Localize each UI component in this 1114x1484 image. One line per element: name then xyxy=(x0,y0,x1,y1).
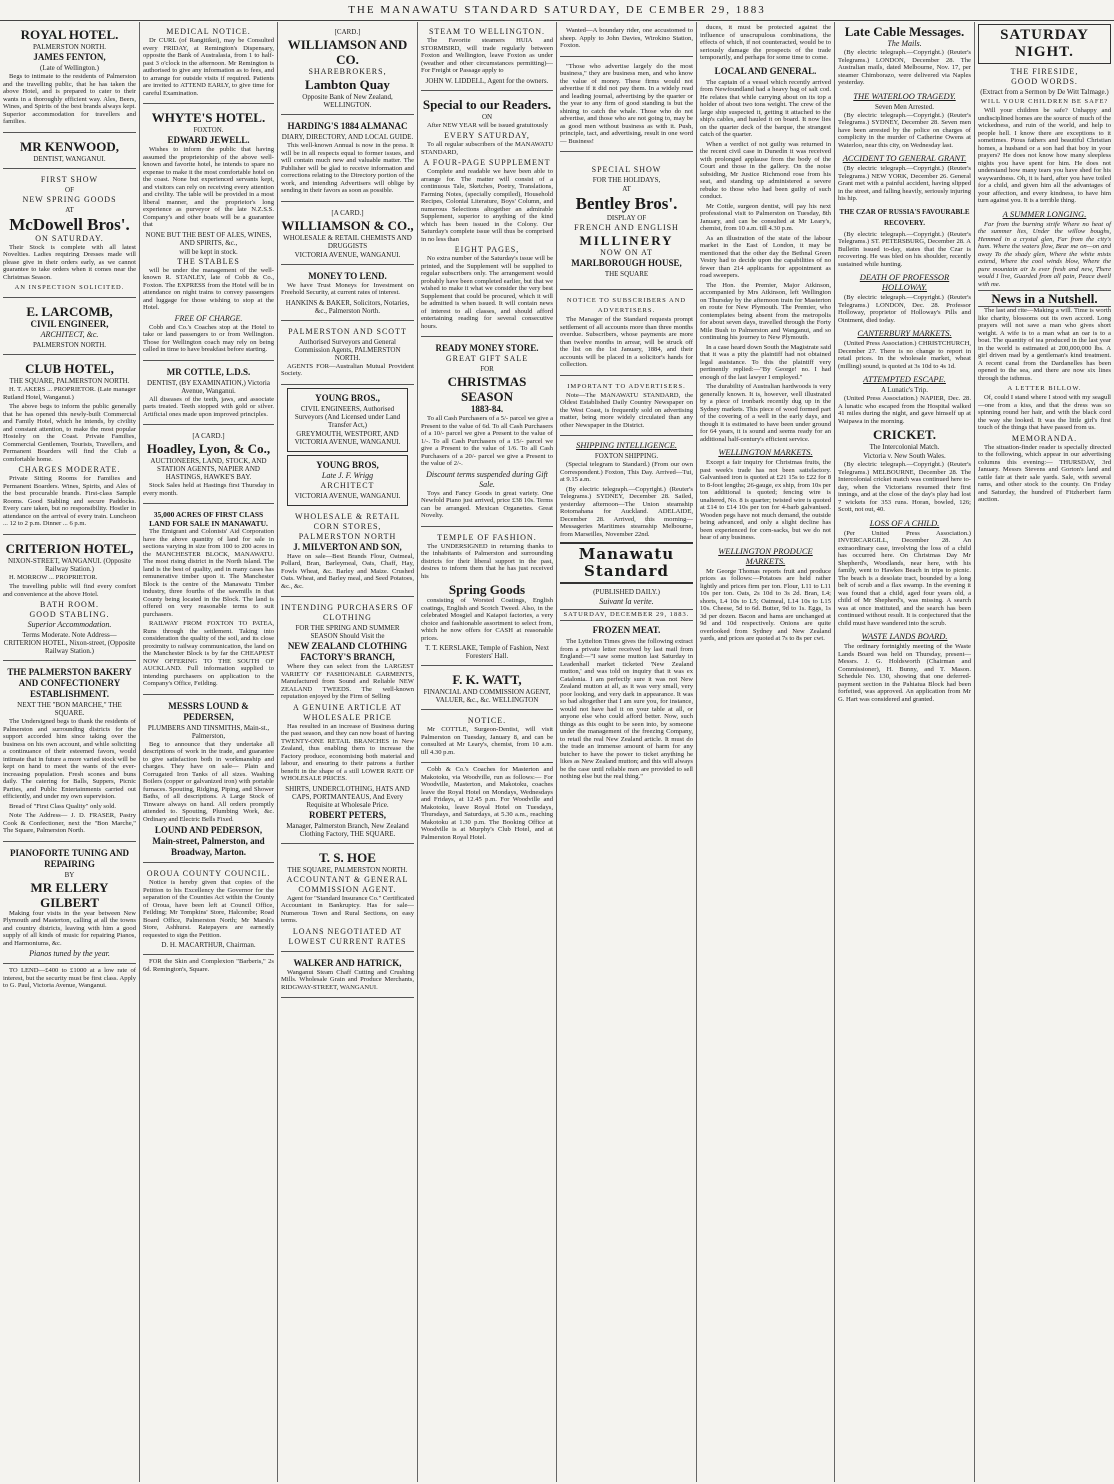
money-to-lend-ad xyxy=(281,268,414,321)
young-bros-engineers-ad xyxy=(287,388,408,452)
section-heading: FROZEN MEAT. xyxy=(592,625,661,635)
section-subheading: FOXTON SHIPPING. xyxy=(594,452,659,460)
ad-name: ROBERT PETERS, xyxy=(308,809,387,820)
ad-subtitle: NEXT THE "BON MARCHE," THE SQUARE. xyxy=(17,701,122,717)
column-4 xyxy=(418,24,556,1480)
ad-line: NOW ON AT xyxy=(600,248,653,257)
ad-card: [CARD.] xyxy=(334,28,361,36)
ad-subtitle: Terms Moderate. Note Address— CRITERION HOTEL, Nixon-street, (Opposite Railway Station.) xyxy=(3,631,136,655)
ad-body: The travelling public will find every comfort and convenience at the above Hotel. xyxy=(3,583,136,598)
column-5 xyxy=(557,24,696,1480)
ad-line: ON xyxy=(481,112,493,121)
ad-subtitle: FOR THE SPRING AND SUMMER SEASON Should Visit the xyxy=(295,624,400,640)
ad-title: WILLIAMSON & CO., xyxy=(281,217,414,233)
ad-title: MR COTTLE, L.D.S. xyxy=(166,366,251,377)
news-body: (By electric telegraph.—Copyright.) (Reuter's Telegrams.) SYDNEY, December 28. Sailed, yesterday afternoon—The Union steamship Rotomahana for Auckland. ADELAIDE, December 28. Arrived, this morning—Messageries Maritimes steamship Melbourne, from Marseilles, November 22nd. xyxy=(560,485,693,538)
ad-body: Stock Sales held at Hastings first Thursday in every month. xyxy=(143,482,274,497)
news-body: (By electric telegraph.—Copyright.) (Reuter's Telegrams.) MELBOURNE, December 28. The Intercolonial cricket match was continued here to-day, when the Victorians resumed their first innings, and at the close of the day's play had lost 7 wickets for 353 runs. Horan, bowled, 126; Scott, not out, 40. xyxy=(838,461,971,513)
ad-title: MEDICAL NOTICE. xyxy=(166,27,251,36)
ad-line: FOR THE HOLIDAYS, xyxy=(592,176,661,184)
ad-title: IMPORTANT TO ADVERTISERS. xyxy=(567,382,686,390)
ad-subtitle: Late J. F. Wrigg xyxy=(321,470,374,480)
lound-pedersen-ad xyxy=(143,698,274,864)
ad-title: NOTICE TO SUBSCRIBERS AND ADVERTISERS. xyxy=(566,297,687,314)
ad-name: J. MILVERTON AND SON, xyxy=(293,541,402,552)
bakery-ad xyxy=(3,664,136,842)
ad-subtitle: GREAT GIFT SALE xyxy=(445,354,529,363)
section-heading: CRICKET. xyxy=(873,427,936,442)
ad-name: EDWARD JEWELL. xyxy=(167,135,250,145)
news-body: As an illustration of the state of the labour market in the East of London, it may be mentioned that the other day the Bethnal Green Vestry had to decide upon the capabilities of no fewer than 214 applicants for appointment as road sweepers. xyxy=(700,234,831,279)
ad-line: FIRST SHOW xyxy=(40,174,99,184)
section-heading: WASTE LANDS BOARD. xyxy=(861,631,948,641)
ad-body: Private Sitting Rooms for Families and Permanent Boarders. Wines, Spirits, and Ales of the best procurable brands. First-class Sample Rooms. Good Stabling and secure Paddocks. Every care taken, but no responsibility. Hostler in attendance on the arrival of every train. Luncheon ... 12 to 2 p.m. Dinner ... 6 p.m. xyxy=(3,475,136,527)
temple-fashion-ad xyxy=(421,530,553,667)
ad-title: YOUNG BROS., xyxy=(315,392,380,403)
news-body: (By electric telegraph.—Copyright.) (Reuter's Telegrams.) ST. PETERSBURG, December 28. A Bulletin issued to-day, states that the Czar is recovering. He was bled on his shoulder, recently sustained while hunting. xyxy=(838,230,971,268)
manchester-block-ad xyxy=(143,507,274,695)
ad-title: READY MONEY STORE. xyxy=(435,343,539,353)
ad-line: BY xyxy=(64,870,75,879)
section-heading: THE CZAR OF RUSSIA'S FAVOURABLE RECOVERY. xyxy=(839,207,970,227)
news-body: (United Press Association.) NAPIER, Dec. 28. A lunatic who escaped from the Hospital walked 41 miles during the night, and gave himself up at Waipawa in the morning. xyxy=(838,395,971,425)
news-body: The Hon. the Premier, Major Atkinson, accompanied by Mrs Atkinson, left Wellington on Thursday by the afternoon train for Masterton en route for New Plymouth. The Premier, who contemplates being absent from the metropolis for about seven days, travelled through the Forty Mile Bush to Palmerston and Wanganui, and so continuing his journey to New Plymouth. xyxy=(700,281,831,341)
news-body: The Lyttelton Times gives the following extract from a private letter received by last mail from England:—"I saw some mutton last Saturday in Leadenhall market ticketed 'New Zealand mutton,' and was told on inquiry that it was ex Catalonia. I am perfectly sure it was not New Zealand mutton at all, as it was very small, very poor looking, and very dark in appearance. It was so bad altogether that I am sure you, for instance, would not have had it on your table at all, or anyone else who could afford better. Now, such things as this ought to be seen into, by someone under the management of the freezing Company, to retail the real New Zealand article. It must do the trade an immense amount of harm for any butcher to have the power to ticket anything he likes as New Zealand mutton; and this will always be the case until reliable men are provided to sell nothing else but the real thing." xyxy=(560,638,693,780)
section-subheading: Seven Men Arrested. xyxy=(875,102,934,111)
mcdowell-show-ad xyxy=(3,172,136,299)
ad-title: CLUB HOTEL, xyxy=(25,361,114,376)
ad-line: HANKINS & BAKER, Solicitors, Notaries, &c., Palmerston North. xyxy=(285,298,410,315)
special-readers-ad xyxy=(421,94,553,338)
ad-body: No extra number of the Saturday's issue will be printed, and the Supplement will be supplied to regular subscribers only. The arrangement would probably have been completed earlier, but that we wished to make it what we consider the very best Supplement that could be procured, which it will be admitted is when issued. It will contain news of interest to all classes, and should afford entertaining reading for several consecutive hours. xyxy=(421,255,553,330)
ad-title: Special to our Readers. xyxy=(422,96,552,112)
ad-subtitle: Opposite Bank of New Zealand, WELLINGTON. xyxy=(302,93,393,109)
ready-money-store-ad xyxy=(421,340,553,527)
ad-subtitle: Manager, Palmerston Branch, New Zealand Clothing Factory, THE SQUARE. xyxy=(286,821,409,838)
ts-hoe-ad xyxy=(281,847,414,952)
section-subheading: Victoria v. New South Wales. xyxy=(863,452,946,460)
section-heading: THE WATERLOO TRAGEDY. xyxy=(853,90,956,101)
ad-subtitle: VICTORIA AVENUE, WANGANUI. xyxy=(294,250,401,259)
column-2 xyxy=(140,24,277,1480)
news-body: The situation-finder reader is specially directed to the following, which appear in our advertising columns this evening:— THURSDAY, 3rd January. Messrs Stevens and Gorton's land and cattle fair at their sale yards. Sale, with several rams, and other stock to the county. On Friday and Saturday, the hundred of Fitzherbert farm auction. xyxy=(978,443,1111,503)
ad-title: CRITERION HOTEL, xyxy=(5,540,134,556)
ad-title: HARDING'S 1884 ALMANAC xyxy=(287,121,408,131)
news-body: The durability of Australian hardwoods is very generally known. It is, however, well illustrated by a piece of ironbark recently dug up in the Sydney markets. This piece of wood formed part of the covering of a well in the early days, and though it is estimated to have been under ground for 64 years, it is sound and seems ready for an additional half-century's efficient service. xyxy=(700,383,831,443)
ad-line: OF xyxy=(65,185,74,194)
ad-body: Toys and Fancy Goods in great variety. One Newfold Piano just arrived, price £38 10s. Terms can be arranged. Mexican Organettes. Great Novelty. xyxy=(421,489,553,519)
ad-title: CHRISTMAS SEASON xyxy=(447,374,527,404)
ad-title: Bentley Bros'. xyxy=(575,194,678,213)
news-body: Except a fair inquiry for Christmas fruits, the past week's trade has not been satisfactory. Galvanised iron is quoted at £21 15s to £22 for 8 to 8-foot lengths; 26-gauge, ex ship, from 10s per ton additional is quoted; fencing wire is unaltered, No. 8 is quarter; twisted wire is quoted at £14 to £14 10s per ton for 4-barb galvanised. Wooden pegs have not much demand, the outside being advanced, and only a slight decline has been experienced for corn-sacks, but we do not hear of any business. xyxy=(700,459,831,541)
ad-body: Complete and readable we have been able to arrange for. The matter will consist of a continuous Tale, Sketches, Poetry, Translations, Farming Notes, (specially compiled), Household Recipes, Colonial Literature, Boys' Column, and numerous Selections altogether an admirable Supplement, superior to anything of the kind which has been issued in the Colony. Our Saturday's complete issue will thus be comprised in no less than xyxy=(421,168,553,243)
ad-body: AGENTS FOR—Australian Mutual Provident Society. xyxy=(281,362,414,377)
palmerston-scott-ad xyxy=(281,324,414,385)
ad-body: consisting of Worsted Coatings, English coatings, English and Scotch Tweed. Also, in the celebrated Mosgiel and Kaiapoi factories, a very choice and fashionable assortment to select from, which he now offers for CASH at reasonable prices. xyxy=(421,597,553,642)
ad-body: After NEW YEAR will be issued gratuitously xyxy=(427,121,548,129)
column-7 xyxy=(835,24,974,1480)
ad-body: Mr COTTLE, Surgeon-Dentist, will visit Palmerston on Tuesday, January 8, and can be consulted at Mr Leary's, chemist, from 10 a.m. till 4.30 p.m. xyxy=(421,726,553,756)
ad-subtitle: WHOLESALE & RETAIL CHEMISTS AND DRUGGISTS xyxy=(283,233,412,250)
ad-body: Where they can select from the LARGEST VARIETY OF FASHIONABLE GARMENTS, Manufactured from Sound and Reliable NEW ZEALAND TWEEDS. The well-known reputation enjoyed by the Firm of Selling xyxy=(281,663,414,700)
section-subheading: (Extract from a Sermon by De Witt Talmage.) xyxy=(980,88,1109,96)
section-subheading: The Intercolonial Match. xyxy=(869,443,940,451)
ad-body: We have Trust Moneys for Investment on Freehold Security, at current rates of interest. xyxy=(281,281,414,296)
poem-body: Far from the burning strife Where no heat of the summer lies, Under the willow boughs, Hemmed in a crystal glen, Far from the city's hum. Where the waters flow, Bear me on—on and away To the shady glen, Where the white mists extend, Where the cool winds blow, Where the pure mountain air Is ever fresh and new, There would I live, Guarded from all pain, Peace dwell with me. xyxy=(978,220,1111,288)
column-3 xyxy=(278,24,417,1480)
ad-subtitle: AUCTIONEERS, LAND, STOCK, AND STATION AGENTS, NAPIER AND HASTINGS, HAWKE'S BAY. xyxy=(150,457,267,481)
ad-body: Agent for "Standard Insurance Co." Certificated Accountant in Bankruptcy. Has for sale—Numerous Town and Rural Sections, on easy terms. xyxy=(281,894,414,924)
ad-title: F. K. WATT, xyxy=(452,672,522,687)
ad-body: Has resulted in an increase of Business during the past season, and they can now boast of having TWENTY-ONE RETAIL BRANCHES in New Zealand, thus enabling them to increase the Factory produce, economising both material and labour, and ensuring to their patrons a further benefit in the shape of a still LOWER RATE OF WHOLESALE PRICES. xyxy=(281,722,414,782)
ad-title: ROYAL HOTEL. xyxy=(20,27,119,42)
ad-subtitle: DENTIST, WANGANUI. xyxy=(33,154,106,163)
news-body: (By electric telegraph.—Copyright.) (Reuter's Telegrams.) LONDON, December 28. The Australian mails, dated Melbourne, Nov. 17, per steamer Chimborazo, were delivered via Naples yesterday. xyxy=(838,49,971,86)
ad-title: YOUNG BROS, xyxy=(316,459,379,470)
ad-body: Wanted—A boundary rider, one accustomed to sheep. Apply to John Davies, Wirokino Station, Foxton. xyxy=(560,27,693,49)
section-heading: MEMORANDA. xyxy=(1011,433,1078,443)
ad-title: MESSRS LOUND & PEDERSEN, xyxy=(168,700,249,722)
edition-date: SATURDAY, DECEMBER 29, 1883. xyxy=(560,609,693,621)
ad-body: The Favorite steamers HUIA and STORMBIRD, will trade regularly between Foxton and Wellington, leave Foxton as under (weather and other circumstances permitting)— For Freight or Passage apply to xyxy=(421,37,553,74)
section-heading: SHIPPING INTELLIGENCE. xyxy=(575,440,678,450)
ad-body: will be under the management of the well-known R. STANLEY, late of Cobb & Co., Foxton. The EXPRESS from the Hotel will be in attendance on night trains to convey passengers and luggage for those wishing to stop at the Hotel. xyxy=(143,266,274,311)
ad-title: PIANOFORTE TUNING AND REPAIRING xyxy=(9,847,130,869)
nameplate-sub: (PUBLISHED DAILY.) xyxy=(593,588,660,596)
ad-title: WILLIAMSON AND CO. xyxy=(287,37,408,67)
advertise-note xyxy=(560,60,693,153)
masthead: THE MANAWATU STANDARD SATURDAY, DE CEMBER 29, 1883 xyxy=(0,0,1114,21)
ad-subtitle: DIARY, DIRECTORY, AND LOCAL GUIDE. xyxy=(281,133,414,141)
royal-hotel-ad xyxy=(3,24,136,133)
harding-almanac-ad xyxy=(281,118,414,202)
cottle-dentist-ad xyxy=(143,364,274,426)
ad-line: SPECIAL SHOW xyxy=(591,165,662,174)
ad-body: The Emigrant and Colonists' Aid Corporation have the above quantity of land for sale in sections varying in size from 100 to 200 acres in the MANCHESTER BLOCK, MANAWATU. The most rising district in the North Island. The land is the best of quality, and in many cases has remunerative timber upon it. The Manchester Block is the centre of the Manawatu Timber industry, three fourths of the sawmills in that County being located in the Block. The land is offered on very reasonable terms to suit purchasers. xyxy=(143,528,274,618)
news-body: (By electric telegraph.—Copyright.) (Reuter's Telegrams.) SYDNEY, December 28. Seven men have been arrested by the police on charges of complicity in the murder of Catherine Owens at Waterloo, near this city, on Wednesday last. xyxy=(838,111,971,149)
section-heading: WELLINGTON PRODUCE MARKETS. xyxy=(718,545,813,566)
section-subheading: GOOD WORDS. xyxy=(1011,77,1078,86)
news-body: Of, could I stand where I stood with my seagull—one from a kiss, and that the dress was so spinning round her hair, and with the black cord the way she looked. It was the little girl's first touch of the things that have passed from us. xyxy=(978,394,1111,431)
ad-subtitle: PALMERSTON NORTH xyxy=(298,531,397,541)
hoadley-lyon-ad xyxy=(143,428,274,504)
williamson-chemists-ad xyxy=(281,205,414,265)
ad-subtitle: PALMERSTON NORTH. xyxy=(32,341,107,349)
ad-subtitle: VICTORIA AVENUE, WANGANUI. xyxy=(294,491,401,500)
ad-line: BATH ROOM. xyxy=(40,600,99,609)
williamson-sharebrokers-ad xyxy=(281,24,414,115)
ad-subtitle: ARCHITECT xyxy=(320,480,375,490)
piano-tuning-ad xyxy=(3,845,136,965)
subscribers-notice xyxy=(560,293,693,376)
ad-subtitle: ACCOUNTANT & GENERAL COMMISSION AGENT. xyxy=(286,874,409,894)
section-heading: LOCAL AND GENERAL. xyxy=(714,65,817,76)
column-6 xyxy=(697,24,834,1480)
ad-subtitle: FOXTON. xyxy=(193,126,224,134)
cobb-coaches-notice: Cobb & Co.'s Coaches for Masterton and Makotoku, via Woodville, run as follows:— For Woodville, Masterton, and Makotoku, coaches leave the Royal Hotel on Mondays, Wednesdays and Fridays, at 12.45 p.m. For Woodville and Makotoku, leave Royal Hotel on Tuesdays, Thursdays, and Saturdays, at 5.30 a.m., reaching Makotoku at 1.30 p.m. The Booking Office at Woodville is at Murphy's Club Hotel, and at Palmerston Royal Hotel. xyxy=(421,766,553,841)
ad-subtitle: PALMERSTON NORTH. xyxy=(32,43,107,51)
ad-title: NOTICE. xyxy=(467,716,507,725)
section-heading: A LETTER BILLOW. xyxy=(1007,385,1082,392)
ad-body: To all regular subscribers of the MANAWATU STANDARD, xyxy=(421,141,553,156)
ad-line: Superior Accommodation. xyxy=(27,620,112,629)
ad-line: JOHN W. LIDDELL, Agent for the owners. xyxy=(425,76,549,85)
ad-body: This well-known Annual is now in the press. It will be in all respects equal to former issues, and will contain much new and valuable matter. The Publisher will be glad to receive information and corrections relating to the Directory portion of the work, and intending Advertisers will oblige by sending in their favors as soon as possible. xyxy=(281,142,414,194)
whytes-hotel-ad xyxy=(143,107,274,361)
section-heading: Late Cable Messages. xyxy=(844,24,965,39)
ad-title: Spring Goods xyxy=(448,582,526,597)
ad-title: Hoadley, Lyon, & Co., xyxy=(146,441,271,456)
ad-body: All diseases of the teeth, jaws, and associate parts treated. Teeth stopped with gold or silver. Artificial ones made upon improved principles. xyxy=(143,395,274,418)
watt-agent-ad xyxy=(421,669,553,710)
ad-line: Discount terms suspended during Gift Sale. xyxy=(426,469,548,489)
news-body: When a verdict of not guilty was returned in the recent civil case in Dunedin it was received with prolonged applause from the body of the Court and those in the gallery. On the noise subsiding, Mr Justice Richmond rose from his seat, and standing up administered a severe rebuke to those who had been guilty of such conduct. xyxy=(700,140,831,200)
ad-subtitle: (Late of Wellington.) xyxy=(40,64,99,72)
ad-card: [A CARD.] xyxy=(192,432,225,440)
ad-line: NEW SPRING GOODS xyxy=(22,194,117,204)
ad-line: NONE BUT THE BEST OF ALES, WINES, AND SPIRITS, &c., xyxy=(145,230,272,247)
ad-line: A FOUR-PAGE SUPPLEMENT xyxy=(423,158,551,167)
ad-body: RAILWAY FROM FOXTON TO PATEA, Runs through the settlement. Taking into consideration the quality of the soil, and its close proximity to railway communication, the land on the Manchester Block is by far the CHEAPEST NOW OFFERING TO THE SOUTH OF AUCKLAND. Full information supplied to intending purchasers on application to the Company's Office, Feilding. xyxy=(143,620,274,687)
news-body: Mr Cottle, surgeon dentist, will pay his next professional visit to Palmerston on Tuesday, 8th January, and can be consulted at Mr Leary's, chemist, from 10 a.m. till 4.30 p.m. xyxy=(700,202,831,232)
section-subheading: A Lunatic's Trip. xyxy=(881,386,928,394)
ad-title: INTENDING PURCHASERS OF CLOTHING xyxy=(281,603,414,622)
ad-title: T. S. HOE xyxy=(319,849,376,865)
club-hotel-ad xyxy=(3,358,136,535)
news-body: (By electric telegraph.—Copyright.) (Reuter's Telegrams.) LONDON, Dec. 28. Professor Holloway, proprietor of Holloway's Pills and Ointment, died today. xyxy=(838,294,971,324)
news-body: In a case heard down South the Magistrate said that it was a pity the plaintiff had not obtained legal assistance. To this the plaintiff very pertinently replied:—"By George! no. I had enough of the last lawyer I employed." xyxy=(700,343,831,381)
ad-body: Note The Address— J. D. FRASER, Pastry Cook & Confectioner, next the "Bon Marche," The Square, Palmerston North. xyxy=(3,812,136,834)
ad-title: MONEY TO LEND. xyxy=(308,270,387,281)
criterion-hotel-ad xyxy=(3,538,136,662)
larcomb-ad xyxy=(3,301,136,355)
ad-name: LOUND AND PEDERSON, Main-street, Palmerston, and Broadway, Marton. xyxy=(152,825,265,857)
ad-subtitle: NIXON-STREET, WANGANUI. (Opposite Railway Station.) xyxy=(7,556,131,573)
ad-body: H. MORROW ... PROPRIETOR. xyxy=(9,573,98,581)
ad-body: Cobb and Co.'s Coaches stop at the Hotel to take or land passengers to or from Wellington. Those for Wellington coach may rely on being called in time to have breakfast before starting. xyxy=(143,323,274,353)
ad-body: "Those who advertise largely do the most business," they are business men, and who know the value of money. These firms would not advertise if it did not pay them. In a widely read and leading journal, advertising by the quarter or the year to any firm of good standing is but the shining to catch the whale. Those who do not advertise, and those who are not going to, may be as good men without business as with it. Push, principle, tact, and advertising, result in one word— Business! xyxy=(560,62,693,145)
ad-line: T. T. KERSLAKE, Temple of Fashion, Next Foresters' Hall. xyxy=(425,644,549,660)
ad-subtitle: CIVIL ENGINEERS, Authorised Surveyors (And Licensed under Land Transfer Act,) xyxy=(294,404,401,429)
wanted-ad xyxy=(560,24,693,57)
section-heading: WILL YOUR CHILDREN BE SAFE? xyxy=(980,98,1109,105)
ad-subtitle: PLUMBERS AND TINSMITHS, Main-st., Palmerston, xyxy=(147,723,270,740)
ad-line: EIGHT PAGES, xyxy=(454,245,520,254)
ad-subtitle: FINANCIAL AND COMMISSION AGENT, VALUER, &c., &c. WELLINGTON xyxy=(423,688,551,704)
ad-line: MARLBOROUGH HOUSE, xyxy=(571,258,682,268)
ad-title: 35,000 ACRES OF FIRST CLASS LAND FOR SALE IN MANAWATU. xyxy=(149,510,268,528)
cottle-notice-ad xyxy=(421,713,553,763)
ad-body: The above begs to inform the public generally that he has opened this newly-built Commercial and Family Hotel, which he intends, by civility and constant attention, to make the most popular Hostelry on the Coast. Private Families, Commercial Gentlemen, Tourists, Travellers, and Permanent Boarders will find the Club a comfortable home. xyxy=(3,403,136,463)
section-heading: DEATH OF PROFESSOR HOLLOWAY. xyxy=(859,272,950,292)
ad-title: TEMPLE OF FASHION. xyxy=(437,532,537,542)
news-body: The ordinary fortnightly meeting of the Waste Lands Board was held on Thursday, present—Messrs. J. G. Holdsworth (Chairman and Commissioner), H. Bunny, and T. Mason. Schedule No. 130, showing that one deferred-payment section in the Pahiatua Block had been forfeited, was approved. An application from Mr G. Hart was considered and granted. xyxy=(838,643,971,703)
ad-title: OROUA COUNTY COUNCIL. xyxy=(146,869,271,878)
ad-line: AN INSPECTION SOLICITED. xyxy=(14,284,125,291)
section-subheading: THE FIRESIDE, xyxy=(1010,67,1079,76)
ad-subtitle: GREYMOUTH, WESTPORT, AND VICTORIA AVENUE, WANGANUI. xyxy=(294,429,401,446)
ad-body: Bread of "First Class Quality" only sold. xyxy=(9,802,117,810)
ad-line: 1883-84. xyxy=(470,404,504,414)
lend-notice: TO LEND—£400 to £1000 at a low rate of interest, but the security must be first class. Apply to G. Paul, Victoria Avenue, Wanganui. xyxy=(3,967,136,989)
ad-title: WALKER AND HATRICK, xyxy=(293,957,402,968)
ad-subtitle: Authorised Surveyors and General Commission Agents, PALMERSTON NORTH. xyxy=(294,337,401,362)
ad-body: Wanganui Steam Chaff Cutting and Crushing Mills. Wholesale Grain and Produce Merchants, RIDGWAY-STREET, WANGANUI. xyxy=(281,968,414,991)
ad-body: The UNDERSIGNED in returning thanks to the inhabitants of Palmerston and surrounding districts for their liberal support in the past, desires to inform them that he has just received his xyxy=(421,542,553,580)
ad-line: FRENCH AND ENGLISH xyxy=(574,223,679,232)
ad-body: Begs to intimate to the residents of Palmerston and the travelling public, that he has taken the above Hotel, and is prepared to cater to their wants in a thoroughly efficient way. Ales, Beers, Wines, and Spirits of the best brands always kept. Superior accommodation for travellers and families. xyxy=(3,73,136,125)
section-heading: CANTERBURY MARKETS. xyxy=(857,328,952,338)
ad-subtitle: CIVIL ENGINEER, xyxy=(30,319,109,329)
ad-line: CHARGES MODERATE. xyxy=(18,465,121,474)
ad-name: MR ELLERY GILBERT xyxy=(30,879,109,910)
ad-body: Note—The MANAWATU STANDARD, the Oldest Established Daily Country Newspaper on the West Coast, is frequently sold on advertising matter, being more widely circulated than any other Newspaper in the District. xyxy=(560,391,693,429)
section-subheading: The Mails. xyxy=(887,39,922,48)
ad-subtitle: SHAREBROKERS, xyxy=(308,67,387,76)
ad-title: MR KENWOOD, xyxy=(20,138,119,154)
section-heading: News in a Nutshell. xyxy=(978,290,1111,307)
section-heading: LOSS OF A CHILD. xyxy=(869,517,940,528)
ad-line: FREE OF CHARGE. xyxy=(174,313,243,323)
section-heading: A SUMMER LONGING. xyxy=(1002,208,1087,219)
ad-line: EVERY SATURDAY, xyxy=(444,131,530,140)
ad-title: WHOLESALE & RETAIL CORN STORES, xyxy=(295,511,400,531)
ad-body: Beg to announce that they undertake all descriptions of work in the trade, and guarantee to give satisfaction both in workmanship and charges. They have on sale— Plain and Corrugated Iron Tanks of all sizes. Washing Boilers (copper or galvanized iron) with portable furnaces. Spouting, Ridging, Piping, and Shower Baths, of all descriptions. A Large Stock of Tinware always on hand. All orders promptly attended to. Spouting, Plumbing Work, &c. Ordinary and Electric Bells Fixed. xyxy=(143,740,274,823)
section-heading: ACCIDENT TO GENERAL GRANT. xyxy=(842,153,967,163)
ad-body: Dr CURL (of Rangitikei), may be Consulted every FRIDAY, at Remington's Dispensary, opposite the Bank of Australasia, from 1 to half-past 3 o'clock in the afternoon. Mr Remington is authorised to give any information as to fees, and to arrange for outside visits if required. Patients are invited to ATTEND EARLY, to give time for careful Examination. xyxy=(143,37,274,97)
ad-title: E. LARCOMB, xyxy=(26,304,113,319)
ad-body: Their Stock is complete with all latest Novelties. Ladies requiring Dresses made will please give in their orders early, as we cannot guarantee to take orders when it comes near the Christmas Season. xyxy=(3,243,136,281)
young-bros-architect-ad xyxy=(287,455,408,506)
ad-place: Lambton Quay xyxy=(305,77,390,92)
news-body: (By electric telegraph.—Copyright.) (Reuter's Telegrams.) NEW YORK, December 26. General Grant met with a painful accident, having slipped in the street, and falling heavily, seriously injuring his hip. xyxy=(838,165,971,202)
ad-name: JAMES FENTON, xyxy=(33,52,106,62)
column-8 xyxy=(975,24,1114,1480)
ad-subtitle: THE SQUARE, PALMERSTON NORTH. xyxy=(287,865,408,874)
steam-wellington-ad xyxy=(421,24,553,91)
ad-body: Have on sale—Best Brands Flour, Oatmeal, Pollard, Bran, Barleymeal, Oats, Chaff, Hay, Fowls Wheat, &c. Barley and Maize. Crushed Oats. Wheat, and Barley meal, and Seed Potatoes, &c., &c. xyxy=(281,552,414,590)
news-body: duces, it must be protected against the influence of unscrupulous combinations, the effects of which, if not counteracted, would be to seriously damage the prospects of the trade temporarily, and perhaps for some time to come. xyxy=(700,24,831,61)
news-body: (Special telegram to Standard.) (From our own Correspondent.) Foxton, This Day. Arrived—Tui, at 9.15 a.m. xyxy=(560,461,693,483)
ad-body: H. T. AKERS ... PROPRIETOR. (Late manager Rutland Hotel, Wanganui.) xyxy=(3,386,136,401)
nameplate-motto: Suivant la verite. xyxy=(599,597,654,606)
section-heading: WELLINGTON MARKETS. xyxy=(718,447,813,457)
ad-line: GOOD STABLING. xyxy=(29,610,110,619)
walker-hatrick-ad xyxy=(281,955,414,999)
ad-line: A GENUINE ARTICLE AT WHOLESALE PRICE xyxy=(292,702,403,722)
important-notice xyxy=(560,379,693,437)
news-body: (United Press Association.) CHRISTCHURCH, December 27. There is no change to report in retail prices. In the wholesale market, wheat (milling) sound, is quoted at 3s 10d to 4s 1d. xyxy=(838,340,971,370)
news-body: Mr George Thomas reports fruit and produce prices as follows:—Potatoes are held rather lightly and prices firm per ton. Flour, L11 to L11 10s per ton. Oats, 2s 10d to 3s 2d. Bran, L4; shorts, L4 10s to L5; Oatmeal, L14 10s to L15 10s. Cheese, 5d to 6d. Butter, 9d to 1s. Eggs, 1s 3d per dozen. Bacon and hams are unchanged at 9d and 10d respectively. Onions are quite overlooked from Sydney and New Zealand yards, and prices are quoted at 7s to 8s per cwt. xyxy=(700,567,831,642)
ad-line: D. H. MACARTHUR, Chairman. xyxy=(161,941,256,949)
ad-title: McDowell Bros'. xyxy=(9,214,130,234)
ad-title: STEAM TO WELLINGTON. xyxy=(428,27,546,36)
ad-body: To all Cash Purchasers of a 5/- parcel we give a Present to the value of 6d. To all Cash Purchasers of a 10/- parcel we give a Present to the value of 1/-. To all Cash Purchasers of a 15/- parcel we give a Present to the value of 1/6. To all Cash Purchasers of a 20/- parcel we give a Present to the value of 2/-. xyxy=(421,415,553,467)
ad-title: WHYTE'S HOTEL. xyxy=(151,110,266,125)
section-heading: SATURDAY NIGHT. xyxy=(978,24,1111,64)
ad-line: will be kept in stock. xyxy=(179,247,238,256)
kenwood-dentist-ad xyxy=(3,136,136,169)
ad-body: Making four visits in the year between New Plymouth and Masterton, calling at all the towns and country districts, leaving with him a good supply of all kinds of music for repairing Pianos, and Harmoniums, &c. xyxy=(3,909,136,947)
ad-subtitle: THE SQUARE, PALMERSTON NORTH. xyxy=(9,377,130,385)
column-1 xyxy=(0,24,139,1480)
news-body: The last and rite—Making a will. Time is worth like charity, blossoms out its own accord. Long prayers will not save a man who gives short weight. A wife is to a man what an oar is to a boat. The quantity of tea produced in the last year in the world is estimated at 200,000,000 lbs. A girl driven mad by a gentleman's kind treatment. A recent canal from the Dardanelles has been opened to the sea, and there are now six lines through the isthmus. xyxy=(978,307,1111,382)
ad-body: Wishes to inform the public that having assumed the proprietorship of the above well-known and favorite hotel, he intends to spare no expense to make it the most comfortable hotel on the coast. None but experienced servants kept, and visitors can rely on receiving every attention and civility. The table will be provided in a most liberal manner, and the proprietor's long experience as purveyor of the late N.Z.S.S. Company's and other boats will be a guarantee that xyxy=(143,146,274,228)
ad-line: Pianos tuned by the year. xyxy=(29,949,110,958)
ad-line: ON SATURDAY. xyxy=(35,233,104,243)
section-heading: ATTEMPTED ESCAPE. xyxy=(863,374,946,384)
ad-body: Notice is hereby given that copies of the Petition to his Excellency the Governor for the separation of the Counties Act within the County of Oroua, have been left at Council Office, Feilding; Mr Tompkins' Store, Halcombe; Road Board Office, Palmerston North; Mr Marsh's Store, Ashhurst. Ratepayers are earnestly requested to sign the Petition. xyxy=(143,879,274,939)
newspaper-nameplate: Manawatu Standard xyxy=(560,542,693,584)
ad-body: The Manager of the Standard requests prompt settlement of all accounts more than three months overdue. Subscribers, whose payments are more than twelve months in arrear, will be struck off the list on the 1st January, 1884, and their accounts will be placed in a solicitor's hands for collection. xyxy=(560,316,693,368)
ad-line: AT xyxy=(65,205,74,214)
skin-notice: FOR the Skin and Complexion "Barberis," 2s 6d. Remington's, Square. xyxy=(143,958,274,973)
ad-line: SHIRTS, UNDERCLOTHING, HATS AND CAPS, PORTMANTEAUS, And Every Requisite at Wholesale Price. xyxy=(285,784,410,809)
medical-notice-ad xyxy=(143,24,274,104)
ad-line: THE STABLES xyxy=(177,256,240,266)
ad-card: [A CARD.] xyxy=(331,208,364,217)
clothing-factory-ad xyxy=(281,600,414,844)
ad-line: THE SQUARE xyxy=(604,270,649,278)
ad-line: FOR xyxy=(480,365,494,373)
ad-subtitle: ARCHITECT, &c. xyxy=(40,330,99,339)
ad-title: THE PALMERSTON BAKERY AND CONFECTIONERY ESTABLISHMENT. xyxy=(7,667,132,699)
ad-body: The Undersigned begs to thank the residents of Palmerston and surrounding districts for the support accorded him since taking over the business on his own account, and while soliciting a continuance of their esteemed favors, would intimate that in future a more varied stock will be kept on hand to meet the wants of the ever-increasing population. Fresh scones and buns daily. The catering for Balls, Suppers, Picnic Parties, and Public Entertainments carried out efficiently, and under my own supervision. xyxy=(3,718,136,800)
news-body: Will your children be safe? Unhappy and undisciplined homes are the source of much of the wickedness, and ruin of the world, and help to people hell. I know there are exceptions to it sometimes. Pious fathers and beautiful Christian homes, a husband or a son had that boy in your prayers? He does not know how many sleepless nights you have spent for him. He does not understand how many tears you have shed for his waywardness. Oh, it is hard, after you have toiled for a child, and given him all the advantages of your affection, and every kindness, to have him turn against you. It is a terrible thing. xyxy=(978,107,1111,204)
ad-title: PALMERSTON AND SCOTT xyxy=(288,326,407,336)
ad-title: MILLINERY xyxy=(579,233,674,248)
ad-title: NEW ZEALAND CLOTHING FACTORY'S BRANCH, xyxy=(287,641,408,662)
corn-stores-ad xyxy=(281,509,414,598)
ad-line: DISPLAY OF xyxy=(606,214,647,222)
oroua-council-ad xyxy=(143,866,274,955)
ad-subtitle: DENTIST, (BY EXAMINATION,) Victoria Avenue, Wanganui. xyxy=(147,378,270,395)
ad-line: AT xyxy=(622,185,631,193)
news-body: (Per United Press Association.) INVERCARGILL, December 28. An extraordinary case, involving the loss of a child has occurred here. On Christmas Day Mr Shepherd's, Woodlands, near here, with his family, went to Hawkes Beach in trips to picnic. The beach is a desolate tract, bounded by a long belt of scrub and a flax swamp. In the evening it was found that a child, aged four years old, a child of Mr Shepherd's, was missing. A search was at once instituted, and the search has been continued without result. It is conjectured that the child must have wandered into the scrub. xyxy=(838,529,971,627)
ad-line: LOANS NEGOTIATED AT LOWEST CURRENT RATES xyxy=(288,926,407,946)
news-body: The captain of a vessel which recently arrived from Newfoundland had a heavy bag of salt cod. He relates that while carrying about on its top a holder of about two tons weight. The crew of the large ship suspected it, getting it attached to the ship's cables, and hauled it on board. It now lies on the quarter deck of the barque, the strangest catch of the quarter. xyxy=(700,78,831,138)
bentley-bros-ad xyxy=(560,155,693,290)
